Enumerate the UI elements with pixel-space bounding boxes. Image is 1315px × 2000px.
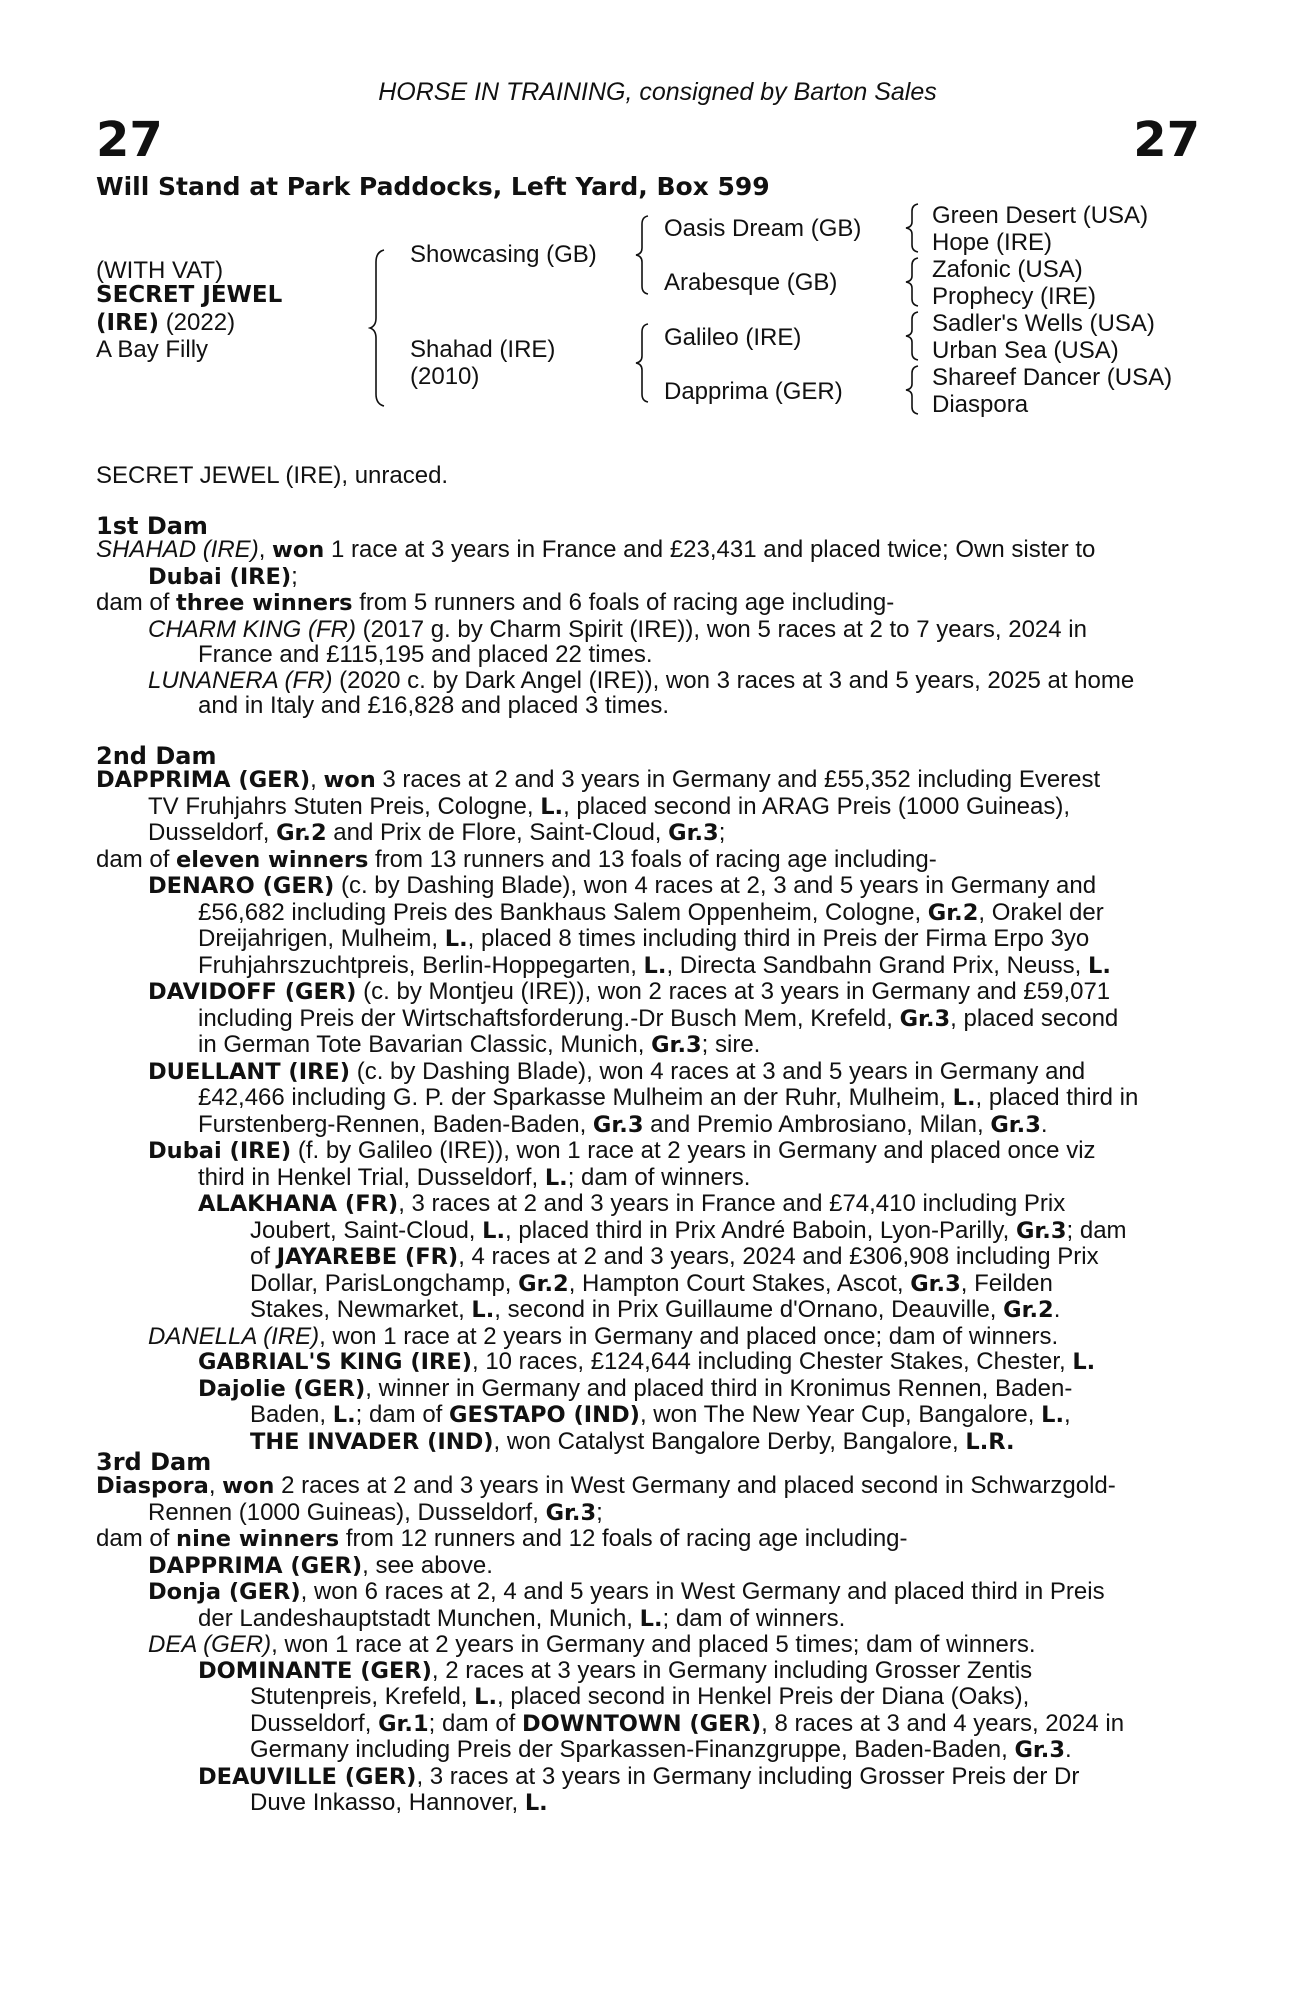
ped-dam-year: (2010)	[410, 363, 480, 390]
vat-label: (WITH VAT)	[96, 257, 224, 284]
first-dam-text: SHAHAD (IRE), won 1 race at 3 years in France and £23,431 and placed twice; Own sister to Dubai (IRE); dam of three winners from 5 runners and 6 foals of racing age including- CHARM KING (FR) (2017 g. by Charm Spirit (IRE)), won 5 races at 2 to 7 years, 2024 in France and £115,195 and placed 22 times. LUNANERA (FR) (2020 c. by Dark Angel (IRE)), won 3 races at 3 and 5 years, 2025 at home and in Italy and £16,828 and placed 3 times.	[96, 536, 1135, 719]
second-dam-heading: 2nd Dam	[96, 742, 217, 770]
ped-dsd: Urban Sea (USA)	[932, 337, 1119, 364]
first-dam-heading: 1st Dam	[96, 512, 208, 540]
horse-name: SECRET JEWEL	[96, 282, 283, 308]
ped-sds: Zafonic (USA)	[932, 256, 1083, 283]
brace-gen1	[368, 248, 392, 408]
lot-number-right: 27	[1133, 112, 1200, 168]
ped-ssd: Hope (IRE)	[932, 229, 1053, 256]
unraced-line: SECRET JEWEL (IRE), unraced.	[96, 462, 449, 489]
ped-dd: Dapprima (GER)	[664, 378, 843, 405]
horse-origin: (IRE)	[96, 310, 160, 336]
horse-description: A Bay Filly	[96, 336, 209, 363]
ped-sdd: Prophecy (IRE)	[932, 283, 1097, 310]
brace-gen3-4	[904, 364, 924, 416]
stand-location: Will Stand at Park Paddocks, Left Yard, Box 599	[96, 172, 770, 201]
ped-ds: Galileo (IRE)	[664, 324, 802, 351]
horse-year: (2022)	[165, 309, 236, 336]
brace-gen3-2	[904, 256, 924, 308]
brace-gen3-1	[904, 202, 924, 254]
ped-sire: Showcasing (GB)	[410, 241, 597, 268]
ped-dam: Shahad (IRE)	[410, 336, 556, 363]
ped-sss: Green Desert (USA)	[932, 202, 1149, 229]
ped-dds: Shareef Dancer (USA)	[932, 364, 1173, 391]
ped-sd: Arabesque (GB)	[664, 269, 838, 296]
brace-gen3-3	[904, 310, 924, 362]
ped-ss: Oasis Dream (GB)	[664, 215, 862, 242]
lot-number-left: 27	[96, 112, 163, 168]
second-dam-text: DAPPRIMA (GER), won 3 races at 2 and 3 years in Germany and £55,352 including Everest TV Fruhjahrs Stuten Preis, Cologne, L., placed second in ARAG Preis (1000 Guineas), Dusseldorf, Gr.2 and Prix de Flore, Saint-Cloud, Gr.3; dam of eleven winners from 13 runners and 13 foals of racing age including- DENARO (GER) (c. by Dashing Blade), won 4 races at 2, 3 and 5 years in Germany and £56,682 including Preis des Bankhaus Salem Oppenheim, Cologne, Gr.2, Orakel der Dreijahrigen, Mulheim, L., placed 8 times including third in Preis der Firma Erpo 3yo Fruhjahrszuchtpreis, Berlin-Hoppegarten, L., Directa Sandbahn Grand Prix, Neuss, L. DAVIDOFF (GER) (c. by Montjeu (IRE)), won 2 races at 3 years in Germany and £59,071 including Preis der Wirtschaftsforderung.-Dr Busch Mem, Krefeld, Gr.3, placed second in German Tote Bavarian Classic, Munich, Gr.3; sire. DUELLANT (IRE) (c. by Dashing Blade), won 4 races at 3 and 5 years in Germany and £42,466 including G. P. der Sparkasse Mulheim an der Ruhr, Mulheim, L., placed third in Furstenberg-Rennen, Baden-Baden, Gr.3 and Premio Ambrosiano, Milan, Gr.3. Dubai (IRE) (f. by Galileo (IRE)), won 1 race at 2 years in Germany and placed once viz third in Henkel Trial, Dusseldorf, L.; dam of winners. ALAKHANA (FR), 3 races at 2 and 3 years in France and £74,410 including Prix Joubert, Saint-Cloud, L., placed third in Prix André Baboin, Lyon-Parilly, Gr.3; dam of JAYAREBE (FR), 4 races at 2 and 3 years, 2024 and £306,908 including Prix Dollar, ParisLongchamp, Gr.2, Hampton Court Stakes, Ascot, Gr.3, Feilden Stakes, Newmarket, L., second in Prix Guillaume d'Ornano, Deauville, Gr.2. DANELLA (IRE), won 1 race at 2 years in Germany and placed once; dam of winners. GABRIAL'S KING (IRE), 10 races, £124,644 including Chester Stakes, Chester, L. Dajolie (GER), winner in Germany and placed third in Kronimus Rennen, Baden- Baden, L.; dam of GESTAPO (IND), won The New Year Cup, Bangalore, L., THE INVADER (IND), won Catalyst Bangalore Derby, Bangalore, L.R.	[96, 766, 1139, 1455]
consignment-header: HORSE IN TRAINING, consigned by Barton Sales	[378, 78, 937, 106]
brace-gen2-top	[634, 214, 654, 296]
ped-ddd: Diaspora	[932, 391, 1029, 418]
ped-dss: Sadler's Wells (USA)	[932, 310, 1155, 337]
brace-gen2-bottom	[634, 322, 654, 404]
third-dam-text: Diaspora, won 2 races at 2 and 3 years in West Germany and placed second in Schwarzgold- Rennen (1000 Guineas), Dusseldorf, Gr.3; dam of nine winners from 12 runners and 12 foals of racing age including- DAPPRIMA (GER), see above. Donja (GER), won 6 races at 2, 4 and 5 years in West Germany and placed third in Preis der Landeshauptstadt Munchen, Munich, L.; dam of winners. DEA (GER), won 1 race at 2 years in Germany and placed 5 times; dam of winners. DOMINANTE (GER), 2 races at 3 years in Germany including Grosser Zentis Stutenpreis, Krefeld, L., placed second in Henkel Preis der Diana (Oaks), Dusseldorf, Gr.1; dam of DOWNTOWN (GER), 8 races at 3 and 4 years, 2024 in Germany including Preis der Sparkassen-Finanzgruppe, Baden-Baden, Gr.3. DEAUVILLE (GER), 3 races at 3 years in Germany including Grosser Preis der Dr Duve Inkasso, Hannover, L.	[96, 1472, 1125, 1816]
horse-origin-year	[96, 309, 235, 337]
third-dam-heading: 3rd Dam	[96, 1448, 212, 1476]
